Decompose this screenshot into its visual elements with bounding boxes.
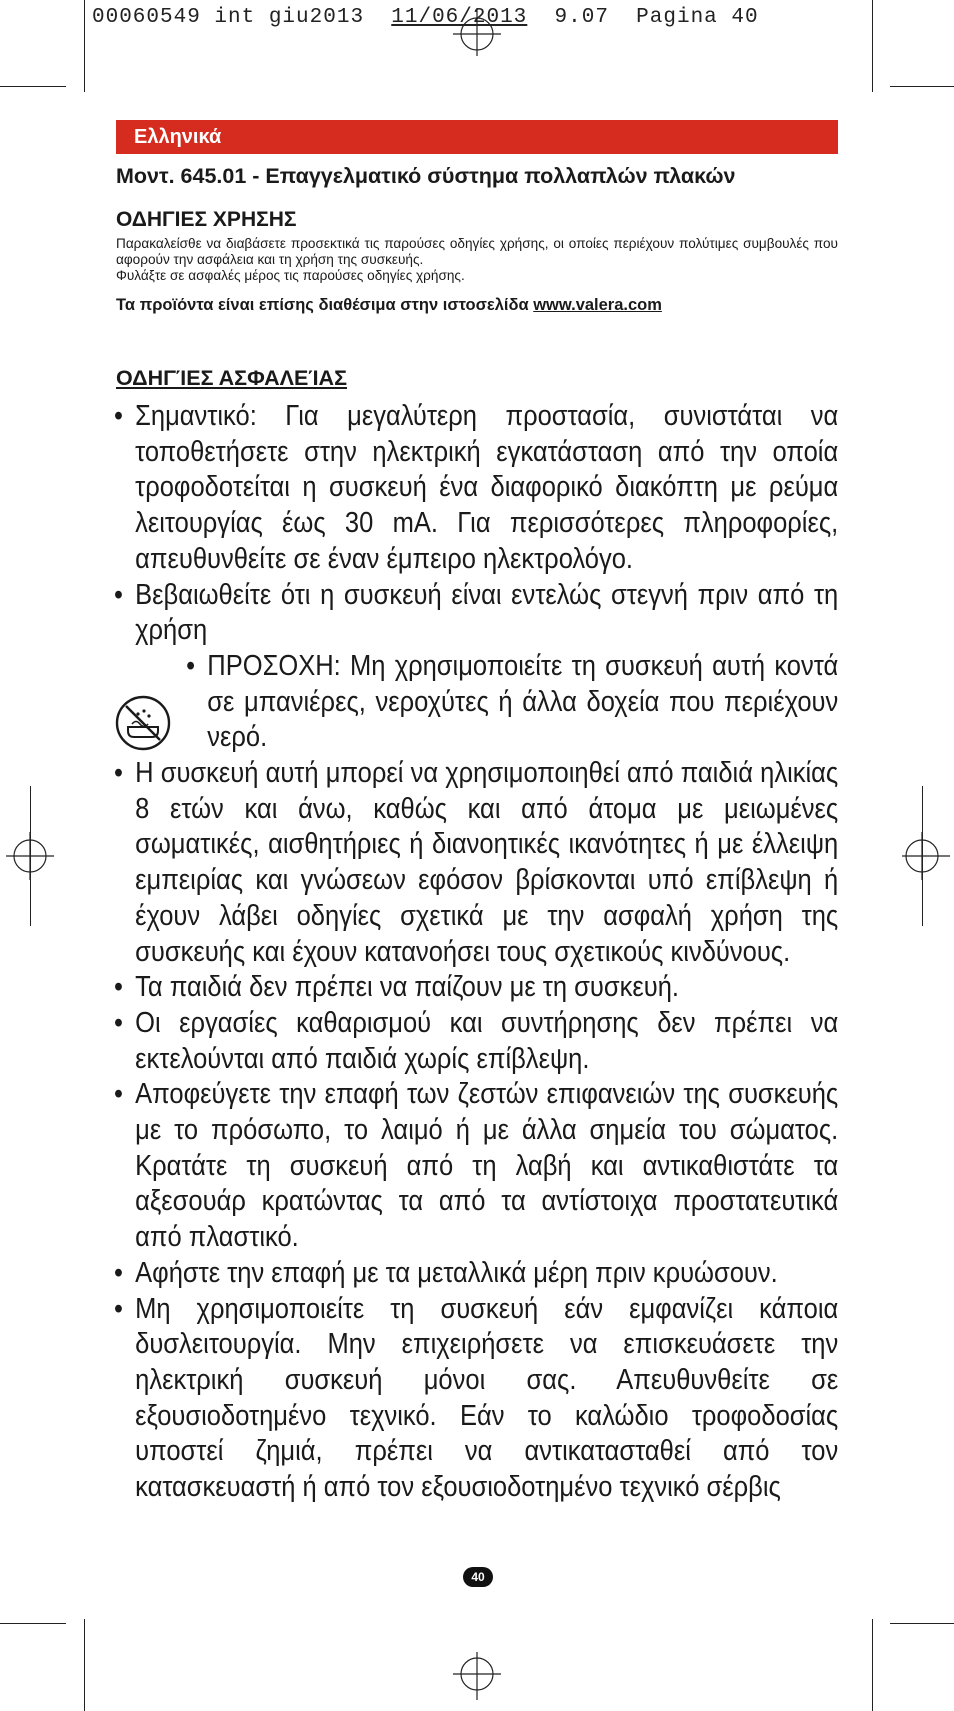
bullet-mark: • <box>186 649 196 682</box>
bullet-mark: • <box>114 1292 123 1325</box>
list-item <box>114 578 838 649</box>
website-line <box>116 296 846 315</box>
bullet-mark: • <box>114 1256 123 1289</box>
list-item-text: Μη χρησιμοποιείτε τη συσκευή εάν εμφανίζει κάποια δυσλειτουργία. Μην επιχειρήσετε να επισκευάσετε την ηλεκτρική συσκευή μόνοι σας. Απευθυνθείτε σε εξουσιοδοτημένο τεχνικό. Εάν το καλώδιο τροφοδοσίας υποστεί ζημιά, πρέπει να αντικατασταθεί από τον κατασκευαστή ή από τον εξουσιοδοτημένο τεχνικό σέρβις <box>135 1292 839 1504</box>
registration-mark-icon <box>449 1652 505 1708</box>
crop-mark <box>0 1623 66 1624</box>
crop-mark <box>890 86 954 87</box>
registration-mark-icon <box>6 828 62 884</box>
list-item-text: Βεβαιωθείτε ότι η συσκευή είναι εντελώς στεγνή πριν από τη χρήση <box>135 578 839 647</box>
safety-list <box>114 399 838 1506</box>
list-item <box>114 1077 838 1256</box>
bullet-mark: • <box>114 400 123 432</box>
crop-mark <box>872 0 873 92</box>
list-item <box>114 1006 838 1077</box>
intro-text <box>116 236 838 284</box>
list-item <box>114 756 838 970</box>
list-item <box>114 1256 838 1292</box>
intro-paragraph: Φυλάξτε σε ασφαλές μέρος τις παρούσες οδηγίες χρήσης. <box>116 268 465 283</box>
list-item <box>114 1292 838 1506</box>
bullet-mark: • <box>114 971 123 1004</box>
crop-mark <box>872 1619 873 1711</box>
registration-mark-icon <box>894 828 950 884</box>
list-item <box>114 399 838 578</box>
crop-mark <box>84 0 85 92</box>
language-bar <box>116 120 838 154</box>
safety-heading: ΟΔΗΓΊΕΣ ΑΣΦΑΛΕΊΑΣ <box>116 366 347 390</box>
list-item <box>186 649 838 756</box>
list-item-text: Σημαντικό: Για μεγαλύτερη προστασία, συνιστάται να τοποθετήσετε στην ηλεκτρική εγκατάσταση από την οποία τροφοδοτείται η συσκευή ένα διαφορικό διακόπτη με ρεύμα λειτουργίας έως 30 mA. Για περισσότερες πληροφορίες, απευθυνθείτε σε έναν έμπειρο ηλεκτρολόγο. <box>135 400 839 575</box>
list-item-text: Αφήστε την επαφή με τα μεταλλικά μέρη πριν κρυώσουν. <box>135 1256 778 1289</box>
crop-mark <box>890 1623 954 1624</box>
list-item <box>114 970 838 1006</box>
list-item-text: Η συσκευή αυτή μπορεί να χρησιμοποιηθεί από παιδιά ηλικίας 8 ετών και άνω, καθώς και από άτομα με μειωμένες σωματικές, αισθητήριες ή διανοητικές ικανότητες ή με έλλειψη εμπειρίας και γνώσεων εφόσον βρίσκονται υπό επίβλεψη ή έχουν λάβει οδηγίες σχετικά με την ασφαλή χρήση της συσκευής και έχουν κατανοήσει τους σχετικούς κινδύνους. <box>135 757 839 968</box>
printer-slug <box>92 6 759 29</box>
crop-mark <box>84 1619 85 1711</box>
bullet-mark: • <box>114 757 123 790</box>
list-item-text: Αποφεύγετε την επαφή των ζεστών επιφανειών της συσκευής με το πρόσωπο, το λαιμό ή με άλλα σημεία του σώματος. Κρατάτε τη συσκευή από τη λαβή και αντικαθιστάτε τα αξεσουάρ κρατώντας τα από τα αντίστοιχα προστατευτικά από πλαστικό. <box>135 1078 839 1254</box>
page-number: 40 <box>463 1567 493 1587</box>
slug-time: 9.07 <box>554 6 609 29</box>
model-title: Μοντ. 645.01 - Επαγγελματικό σύστημα πολλαπλών πλακών <box>116 164 736 188</box>
website-text: Τα προϊόντα είναι επίσης διαθέσιμα στην ιστοσελίδα <box>116 296 529 314</box>
slug-page-label: Pagina 40 <box>636 6 759 29</box>
list-item-text: Τα παιδιά δεν πρέπει να παίζουν με τη συσκευή. <box>135 971 680 1004</box>
slug-date: 11/06/2013 <box>391 6 528 29</box>
usage-heading: ΟΔΗΓΙΕΣ ΧΡΗΣΗΣ <box>116 208 297 231</box>
list-item-text: ΠΡΟΣΟΧΗ: Μη χρησιμοποιείτε τη συσκευή αυτή κοντά σε μπανιέρες, νεροχύτες ή άλλα δοχεία που περιέχουν νερό. <box>207 649 839 754</box>
bullet-mark: • <box>114 1078 123 1111</box>
language-label: Ελληνικά <box>134 126 222 148</box>
bullet-mark: • <box>114 578 123 611</box>
slug-code: 00060549 int giu2013 <box>92 6 365 29</box>
intro-paragraph: Παρακαλείσθε να διαβάσετε προσεκτικά τις παρούσες οδηγίες χρήσης, οι οποίες περιέχουν πολύτιμες συμβουλές που αφορούν την ασφάλεια και τη χρήση της συσκευής. <box>116 236 838 267</box>
bullet-mark: • <box>114 1006 123 1039</box>
crop-mark <box>0 86 66 87</box>
website-link[interactable]: www.valera.com <box>533 296 662 314</box>
list-item-text: Οι εργασίες καθαρισμού και συντήρησης δεν πρέπει να εκτελούνται από παιδιά χωρίς επίβλεψη. <box>135 1006 839 1075</box>
